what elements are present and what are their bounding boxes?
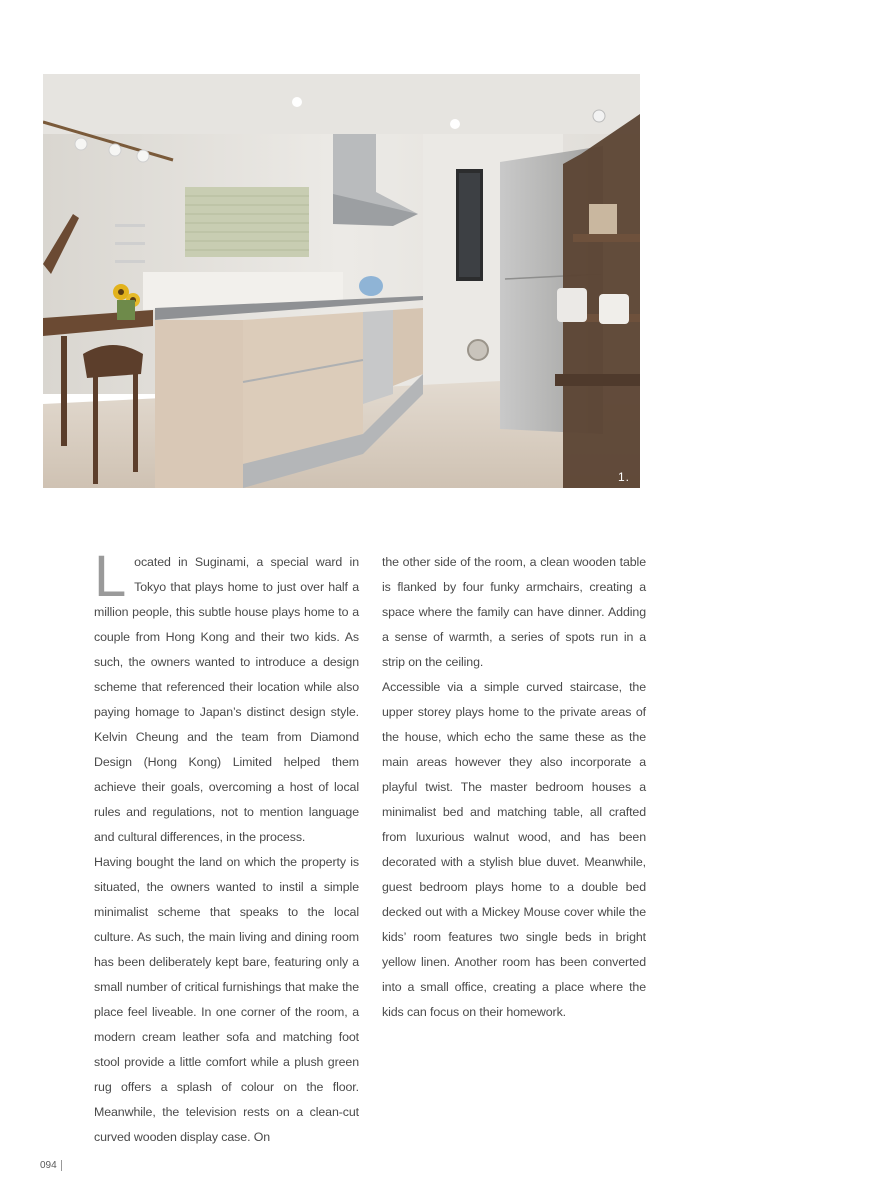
article-paragraph: Accessible via a simple curved staircase, the upper storey plays home to the private areas of the house, which echo the same these as the main areas however they also incorporate a playful twist. The master bedroom houses a minimalist bed and matching table, all crafted from luxurious walnut wood, and has been decorated with a stylish blue duvet. Meanwhile, guest bedroom plays home to a double bed decked out with a Mickey Mouse cover while the kids’ room features two single beds in bright yellow linen. Another room has been converted into a small office, creating a place where the kids can focus on their homework. [382, 680, 646, 1019]
folio-divider [61, 1160, 62, 1171]
article-paragraph: the other side of the room, a clean wooden table is flanked by four funky armchairs, creating a space where the family can have dinner. Adding a sense of warmth, a series of spots run in a strip on the ceiling. [382, 555, 646, 669]
page-folio [40, 1160, 62, 1171]
drop-cap: L [94, 544, 127, 609]
article-column-left [94, 544, 359, 1150]
article-paragraph [94, 544, 359, 850]
article-paragraph: Having bought the land on which the property is situated, the owners wanted to instil a simple minimalist scheme that speaks to the local culture. As such, the main living and dining room has been deliberately kept bare, featuring only a small number of critical furnishings that make the place feel liveable. In one corner of the room, a modern cream leather sofa and matching foot stool provide a little comfort while a plush green rug offers a splash of colour on the floor. Meanwhile, the television rests on a clean-cut curved wooden display case. On [94, 855, 359, 1144]
paragraph-text: ocated in Suginami, a special ward in Tokyo that plays home to just over half a million people, this subtle house plays home to a couple from Hong Kong and their two kids. As such, the owners wanted to introduce a design scheme that referenced their location while also paying homage to Japan’s distinct design style. Kelvin Cheung and the team from Diamond Design (Hong Kong) Limited helped them achieve their goals, overcoming a host of local rules and regulations, not to mention language and cultural differences, in the process. [94, 555, 359, 844]
photo-caption-number: 1. [617, 470, 630, 484]
kitchen-photo [43, 74, 640, 488]
page-number: 094 [40, 1160, 57, 1172]
article-column-right [382, 550, 646, 1025]
kitchen-illustration [43, 74, 640, 488]
